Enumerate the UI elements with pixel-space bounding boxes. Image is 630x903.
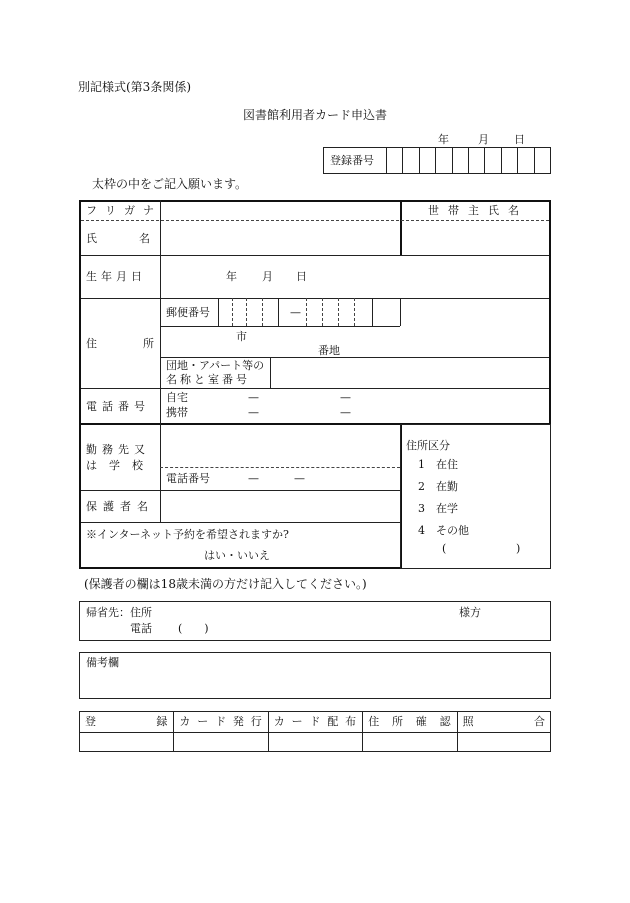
postal-cell-divider bbox=[278, 298, 279, 326]
office-column-divider bbox=[268, 711, 269, 752]
office-column-divider bbox=[457, 711, 458, 752]
work-phone-label: 電話番号 bbox=[166, 472, 210, 485]
registration-cell-divider bbox=[419, 147, 420, 174]
office-column-header bbox=[463, 715, 545, 728]
work-phone-dash-1: — bbox=[248, 472, 259, 485]
postal-cell-divider bbox=[372, 298, 373, 326]
home-phone-label: 自宅 bbox=[166, 391, 188, 404]
office-table-header-line bbox=[79, 732, 551, 733]
registration-cell-divider bbox=[501, 147, 502, 174]
office-column-header bbox=[274, 715, 356, 728]
home-phone-dash-2: — bbox=[340, 391, 351, 404]
apartment-label-line1: 団地・アパート等の bbox=[166, 359, 265, 372]
furigana-label-char: ガ bbox=[124, 204, 135, 217]
residence-option-2[interactable]: 2 在勤 bbox=[418, 480, 458, 493]
office-column-header-char: 住 bbox=[368, 715, 380, 728]
fill-instruction: 太枠の中をご記入願います。 bbox=[92, 177, 248, 191]
workplace-field[interactable] bbox=[162, 426, 398, 466]
date-month-label: 月 bbox=[478, 133, 489, 146]
birth-year-label: 年 bbox=[226, 270, 237, 283]
postal-label-divider bbox=[218, 298, 219, 326]
office-column-header-char: 所 bbox=[391, 715, 403, 728]
row-line-name bbox=[81, 255, 549, 256]
mobile-phone-label: 携帯 bbox=[166, 406, 188, 419]
mobile-phone-dash-2: — bbox=[340, 406, 351, 419]
office-column-field[interactable] bbox=[270, 734, 360, 750]
postal-cell-divider bbox=[262, 298, 263, 326]
furigana-label-char: リ bbox=[105, 204, 116, 217]
guardian-note: (保護者の欄は18歳未満の方だけ記入してください。) bbox=[84, 577, 367, 591]
furigana-label-char: ナ bbox=[143, 204, 154, 217]
office-column-header-char: 布 bbox=[345, 715, 357, 728]
label-column-divider bbox=[160, 200, 161, 522]
registration-cell-divider bbox=[534, 147, 535, 174]
office-column-header-char: 配 bbox=[327, 715, 339, 728]
office-column-field[interactable] bbox=[81, 734, 171, 750]
postal-cell-divider bbox=[246, 298, 247, 326]
office-column-header-char: 発 bbox=[232, 715, 244, 728]
furigana-divider bbox=[81, 220, 549, 221]
office-column-field[interactable] bbox=[459, 734, 549, 750]
row-line-guardian bbox=[81, 522, 400, 523]
office-column-header bbox=[179, 715, 261, 728]
birth-day-label: 日 bbox=[296, 270, 307, 283]
apartment-row-line bbox=[160, 357, 549, 358]
office-column-header-char: 確 bbox=[415, 715, 427, 728]
residence-other-paren-open: ( bbox=[442, 542, 447, 555]
registration-number-label: 登録番号 bbox=[330, 154, 374, 167]
banchi-label: 番地 bbox=[318, 344, 340, 357]
office-column-divider bbox=[173, 711, 174, 752]
work-phone-divider bbox=[160, 467, 400, 468]
head-of-household-label: 世帯主氏名 bbox=[428, 204, 528, 217]
head-of-household-field[interactable] bbox=[402, 222, 548, 254]
office-column-header-char: カ bbox=[273, 715, 285, 728]
office-column-header-char: 録 bbox=[156, 715, 168, 728]
name-label: 氏名 bbox=[86, 232, 192, 245]
office-column-header-char: ー bbox=[291, 715, 303, 728]
form-reference: 別記様式(第3条関係) bbox=[78, 80, 191, 94]
birth-month-label: 月 bbox=[262, 270, 273, 283]
office-column-header-char: ー bbox=[197, 715, 209, 728]
row-line-work bbox=[81, 490, 400, 491]
hometown-suffix: 様方 bbox=[459, 606, 481, 619]
city-label: 市 bbox=[236, 330, 247, 343]
workplace-label-line2: は学校 bbox=[86, 459, 155, 472]
postal-dash: — bbox=[290, 306, 301, 319]
postal-cell-divider bbox=[306, 298, 307, 326]
office-column-divider bbox=[362, 711, 363, 752]
registration-cell-divider bbox=[468, 147, 469, 174]
internet-reservation-options[interactable]: はい・いいえ bbox=[204, 549, 270, 562]
registration-label-divider bbox=[386, 147, 387, 174]
mobile-phone-dash-1: — bbox=[248, 406, 259, 419]
furigana-field[interactable] bbox=[162, 201, 398, 220]
office-column-header-char: 登 bbox=[85, 715, 96, 728]
phone-field[interactable] bbox=[190, 390, 546, 422]
office-column-header-char: 照 bbox=[462, 715, 474, 728]
registration-cell-divider bbox=[452, 147, 453, 174]
registration-cell-divider bbox=[517, 147, 518, 174]
office-column-field[interactable] bbox=[175, 734, 265, 750]
postal-cell-divider bbox=[354, 298, 355, 326]
postal-cell-divider bbox=[322, 298, 323, 326]
work-phone-dash-2: — bbox=[294, 472, 305, 485]
hometown-phone-paren: ( ) bbox=[178, 622, 209, 635]
office-column-header-char: ド bbox=[215, 715, 227, 728]
furigana-label bbox=[86, 204, 154, 217]
apartment-label-line2: 名称と室番号 bbox=[166, 373, 250, 386]
hometown-address-label: 帰省先：住所 bbox=[86, 606, 152, 619]
remarks-field[interactable] bbox=[82, 670, 548, 696]
postal-row-end bbox=[400, 298, 401, 326]
office-column-header-char: ド bbox=[309, 715, 321, 728]
residence-option-1[interactable]: 1 在住 bbox=[418, 458, 458, 471]
registration-cell-divider bbox=[402, 147, 403, 174]
apartment-label-divider bbox=[270, 357, 271, 388]
residence-option-3[interactable]: 3 在学 bbox=[418, 502, 458, 515]
remarks-label: 備考欄 bbox=[86, 656, 119, 669]
registration-cell-divider bbox=[435, 147, 436, 174]
apartment-field[interactable] bbox=[272, 359, 548, 387]
row-line-address bbox=[81, 388, 549, 389]
guardian-label: 保護者名 bbox=[86, 500, 154, 513]
residence-category-title: 住所区分 bbox=[406, 439, 450, 452]
phone-label: 電話番号 bbox=[86, 400, 150, 413]
guardian-field[interactable] bbox=[162, 492, 398, 521]
furigana-label-char: フ bbox=[86, 204, 97, 217]
postal-code-label: 郵便番号 bbox=[166, 306, 210, 319]
date-year-label: 年 bbox=[438, 133, 449, 146]
office-column-header bbox=[85, 715, 167, 728]
office-column-header-char: 行 bbox=[250, 715, 262, 728]
date-day-label: 日 bbox=[514, 133, 525, 146]
registration-cell-divider bbox=[484, 147, 485, 174]
address-label: 住所 bbox=[86, 337, 200, 350]
office-column-header-char: 合 bbox=[533, 715, 545, 728]
hometown-phone-label: 電話 bbox=[130, 622, 152, 635]
name-field[interactable] bbox=[162, 222, 398, 254]
postal-cell-divider bbox=[232, 298, 233, 326]
postal-row-line bbox=[160, 326, 400, 327]
internet-reservation-question: ※インターネット予約を希望されますか? bbox=[86, 528, 289, 541]
row-line-birth bbox=[81, 298, 549, 299]
hometown-address-field[interactable] bbox=[160, 604, 450, 618]
office-column-header-char: 認 bbox=[439, 715, 451, 728]
address-field[interactable] bbox=[162, 328, 548, 356]
residence-other-paren-close: ) bbox=[516, 542, 521, 555]
office-column-header-char: カ bbox=[179, 715, 191, 728]
residence-option-4[interactable]: 4 その他 bbox=[418, 524, 469, 537]
workplace-label-line1: 勤務先又 bbox=[86, 443, 150, 456]
office-column-header bbox=[368, 715, 450, 728]
residence-other-field[interactable] bbox=[452, 540, 512, 556]
office-column-field[interactable] bbox=[364, 734, 454, 750]
page-title: 図書館利用者カード申込書 bbox=[242, 108, 387, 122]
home-phone-dash-1: — bbox=[248, 391, 259, 404]
postal-cell-divider bbox=[338, 298, 339, 326]
birthdate-label: 生年月日 bbox=[86, 270, 146, 283]
